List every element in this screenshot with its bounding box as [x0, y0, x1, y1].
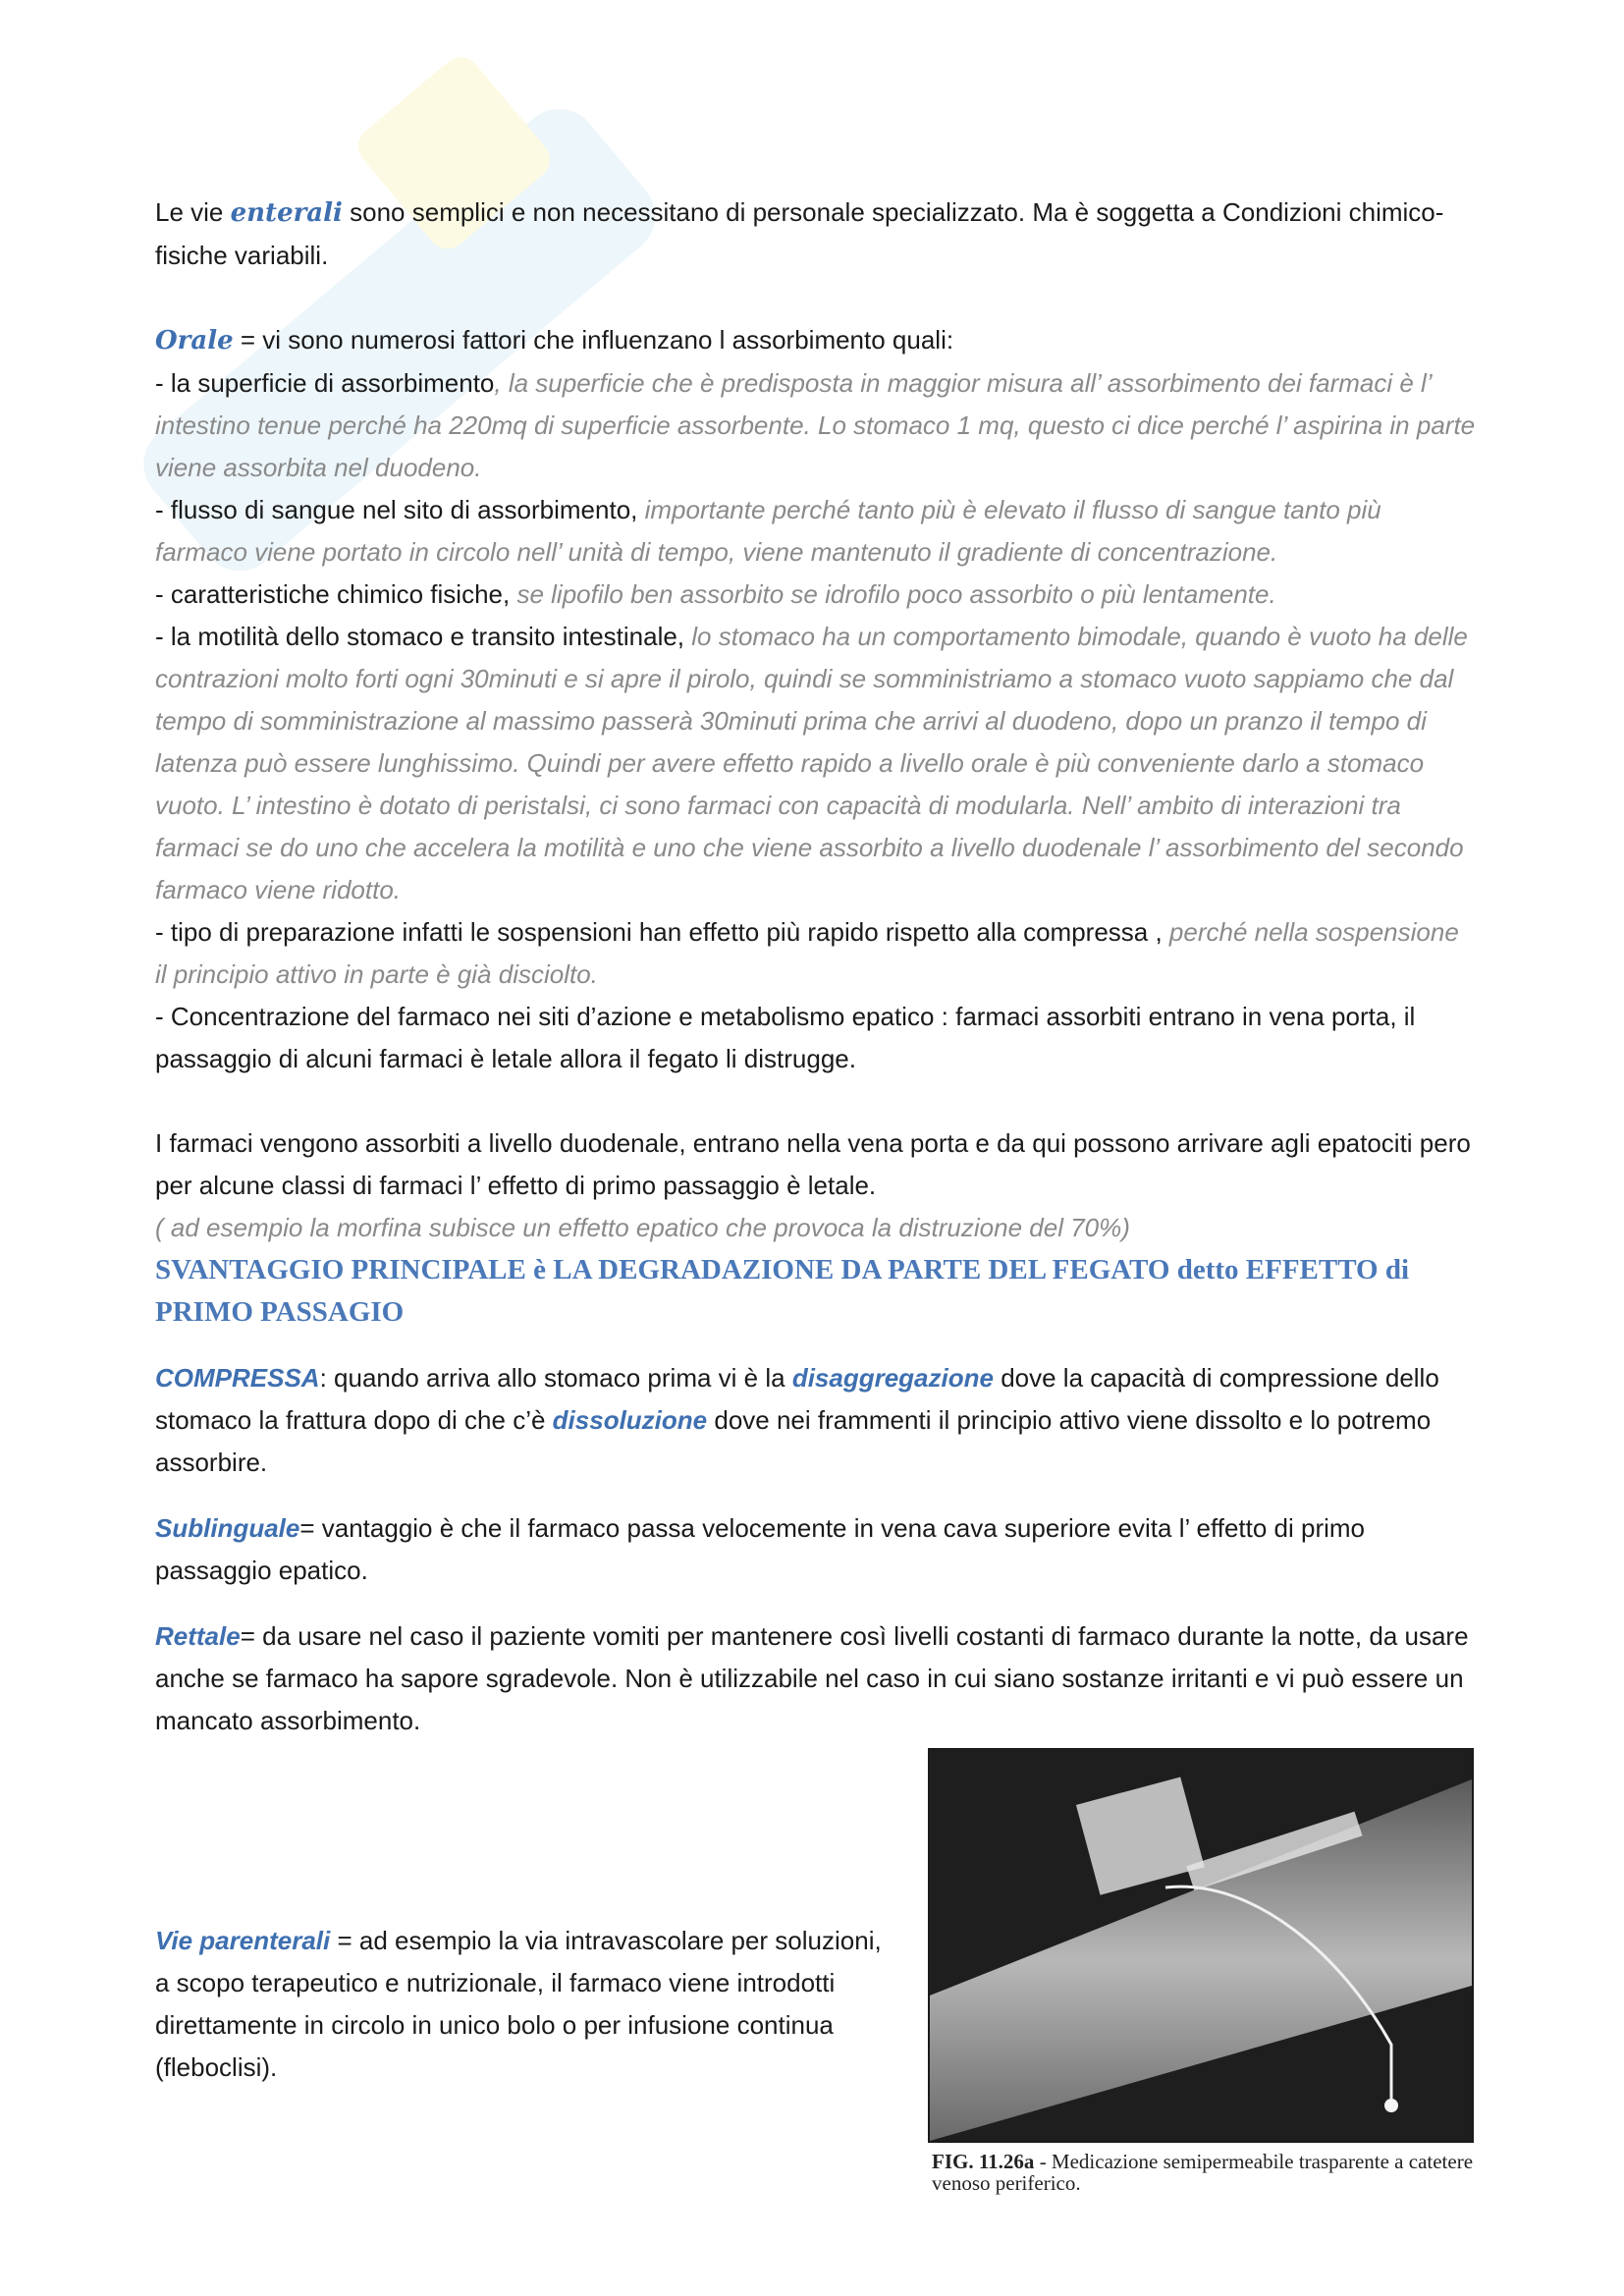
sublinguale-paragraph: Sublinguale= vantaggio è che il farmaco passa velocemente in vena cava superiore evita l’ effetto di primo passaggio epatico. [155, 1513, 1366, 1585]
intro-paragraph: Le vie enterali sono semplici e non necessitano di personale specializzato. Ma è soggetta a Condizioni chimico-fisiche variabili. [155, 197, 1444, 270]
section-heading: SVANTAGGIO PRINCIPALE è LA DEGRADAZIONE DA PARTE DEL FEGATO detto EFFETTO di PRIMO PASSAGIO [155, 1254, 1410, 1328]
list-item: - la motilità dello stomaco e transito intestinale, lo stomaco ha un comportamento bimodale, quando è vuoto ha delle contrazioni molto forti ogni 30minuti e si apre il pirolo, quindi se somministriamo a stomaco vuoto sappiamo che dal tempo di somministrazione al massimo passerà 30minuti prima che arrivi al duodeno, dopo un pranzo il tempo di latenza può essere lunghissimo. Quindi per avere effetto rapido a livello orale è più conveniente darlo a stomaco vuoto. L’ intestino è dotato di peristalsi, ci sono farmaci con capacità di modularla. Nell’ ambito di interazioni tra farmaci se do uno che accelera la motilità e uno che viene assorbito a livello duodenale l’ assorbimento del secondo farmaco viene ridotto. [155, 622, 1468, 904]
figure [928, 1748, 1478, 2194]
term-enterali: enterali [230, 198, 343, 228]
term-rettale: Rettale [155, 1621, 241, 1651]
first-pass-paragraph: I farmaci vengono assorbiti a livello duodenale, entrano nella vena porta e da qui possono arrivare agli epatociti pero per alcune classi di farmaci l’ effetto di primo passaggio è letale. [155, 1128, 1471, 1200]
rettale-paragraph: Rettale= da usare nel caso il paziente vomiti per mantenere così livelli costanti di farmaco durante la notte, da usare anche se farmaco ha sapore sgradevole. Non è utilizzabile nel caso in cui siano sostanze irritanti e vi può essere un mancato assorbimento. [155, 1621, 1469, 1735]
term-parenterali: Vie parenterali [155, 1926, 331, 1955]
list-item: - flusso di sangue nel sito di assorbimento, importante perché tanto più è elevato il flusso di sangue tanto più farmaco viene portato in circolo nell’ unità di tempo, viene mantenuto il gradiente di concentrazione. [155, 495, 1381, 567]
first-pass-note: ( ad esempio la morfina subisce un effetto epatico che provoca la distruzione del 70%) [155, 1213, 1130, 1242]
list-item: - Concentrazione del farmaco nei siti d’azione e metabolismo epatico : farmaci assorbiti entrano in vena porta, il passaggio di alcuni farmaci è letale allora il fegato li distrugge. [155, 1002, 1416, 1073]
document-body [155, 191, 1476, 1742]
figure-photo [928, 1748, 1474, 2143]
term-compressa: COMPRESSA [155, 1363, 320, 1393]
figure-caption: FIG. 11.26a - Medicazione semipermeabile trasparente a catetere venoso periferico. [932, 2150, 1474, 2195]
catheter-illustration [930, 1750, 1472, 2141]
compressa-paragraph: COMPRESSA: quando arriva allo stomaco prima vi è la disaggregazione dove la capacità di compressione dello stomaco la frattura dopo di che c’è dissoluzione dove nei frammenti il principio attivo viene dissolto e lo potremo assorbire. [155, 1363, 1439, 1477]
term-orale: Orale [155, 326, 234, 355]
list-item: - tipo di preparazione infatti le sospensioni han effetto più rapido rispetto alla compressa , perché nella sospensione il principio attivo in parte è già disciolto. [155, 917, 1459, 989]
parenterali-block [155, 1920, 901, 2089]
orale-intro: Orale = vi sono numerosi fattori che influenzano l assorbimento quali: [155, 325, 954, 355]
parenterali-paragraph: Vie parenterali = ad esempio la via intravascolare per soluzioni, a scopo terapeutico e nutrizionale, il farmaco viene introdotti direttamente in circolo in unico bolo o per infusione continua (fleboclisi). [155, 1926, 882, 2082]
term-sublinguale: Sublinguale [155, 1513, 300, 1543]
list-item: - caratteristiche chimico fisiche, se lipofilo ben assorbito se idrofilo poco assorbito o più lentamente. [155, 579, 1276, 609]
list-item: - la superficie di assorbimento, la superficie che è predisposta in maggior misura all’ assorbimento dei farmaci è l’ intestino tenue perché ha 220mq di superficie assorbente. Lo stomaco 1 mq, questo ci dice perché l’ aspirina in parte viene assorbita nel duodeno. [155, 368, 1476, 482]
